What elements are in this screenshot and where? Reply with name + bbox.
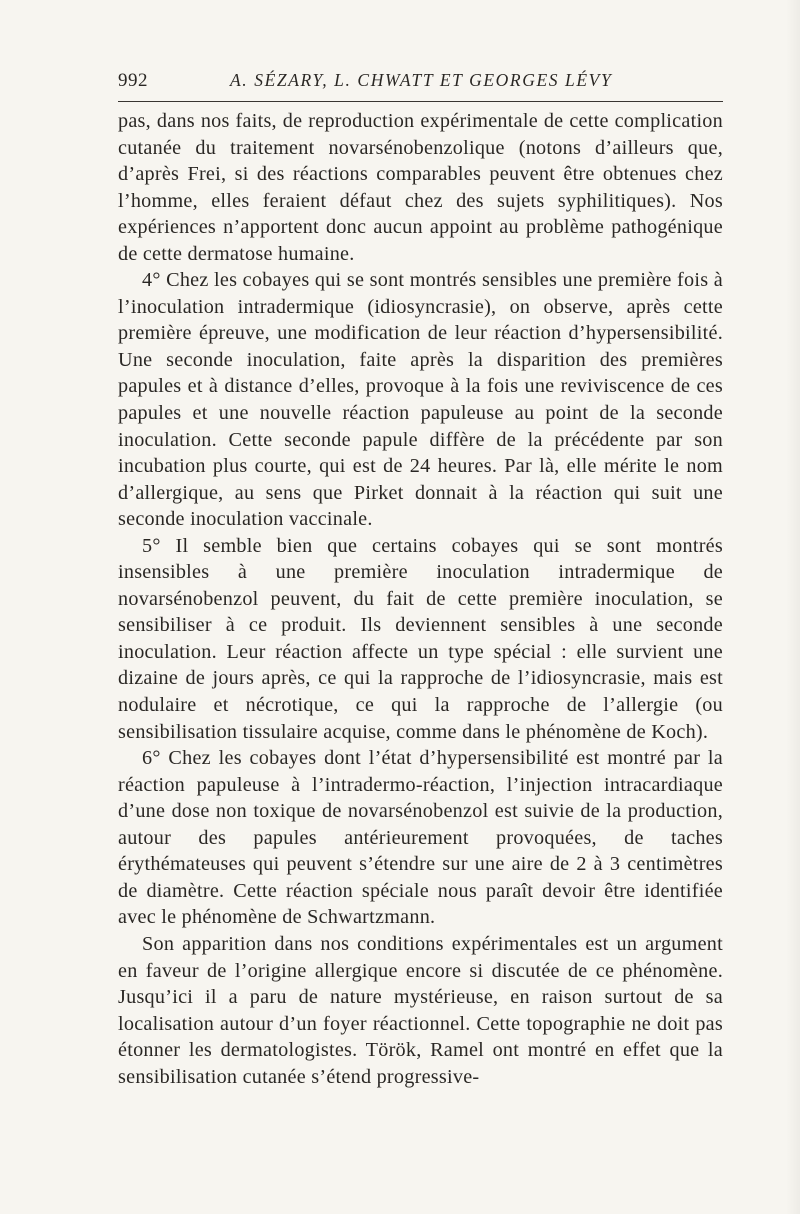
paragraph-point-5: 5° Il semble bien que certains cobayes qui se sont montrés insensibles à une première inoculation intradermique de novarsénobenzol peuvent, du fait de cette première inoculation, se sensibiliser à ce produit. Ils deviennent sensibles à une seconde inoculation. Leur réaction affecte un type spécial : elle survient une dizaine de jours après, ce qui la rapproche de l’idiosyncrasie, mais est nodulaire et nécrotique, ce qui la rapproche de l’allergie (ou sensibilisation tissulaire acquise, comme dans le phénomène de Koch).	[118, 534, 723, 743]
paragraph-point-6: 6° Chez les cobayes dont l’état d’hypersensibilité est montré par la réaction papuleuse à l’intradermo-réaction, l’injection intracardiaque d’une dose non toxique de novarsénobenzol est suivie de la production, autour des papules antérieurement provoquées, de taches érythémateuses qui peuvent s’étendre sur une aire de 2 à 3 centimètres de diamètre. Cette réaction spéciale nous paraît devoir être identifiée avec le phénomène de Schwartzmann.	[118, 747, 723, 929]
paragraph-continuation: pas, dans nos faits, de reproduction expérimentale de cette complication cutanée du traitement novarsénobenzolique (notons d’ailleurs que, d’après Frei, si des réactions comparables peuvent être obtenues chez l’homme, elles feraient défaut chez des sujets syphilitiques). Nos expériences n’apportent donc aucun appoint au problème pathogénique de cette dermatose humaine.	[118, 110, 723, 265]
body-text	[118, 108, 723, 1090]
page-number: 992	[118, 70, 148, 91]
paragraph-discussion: Son apparition dans nos conditions expérimentales est un argument en faveur de l’origine allergique encore si discutée de ce phénomène. Jusqu’ici il a paru de nature mystérieuse, en raison surtout de sa localisation autour d’un foyer réactionnel. Cette topographie ne doit pas étonner les dermatologistes. Török, Ramel ont montré en effet que la sensibilisation cutanée s’étend progressive-	[118, 932, 723, 1088]
page-header	[118, 66, 723, 96]
header-rule	[118, 101, 723, 102]
page-edge-shade	[786, 0, 800, 1214]
running-head: A. SÉZARY, L. CHWATT ET GEORGES LÉVY	[230, 70, 613, 90]
paragraph-point-4: 4° Chez les cobayes qui se sont montrés sensibles une première fois à l’inoculation intradermique (idiosyncrasie), on observe, après cette première épreuve, une modification de leur réaction d’hypersensibilité. Une seconde inoculation, faite après la disparition des premières papules et à distance d’elles, provoque à la fois une reviviscence de ces papules et une nouvelle réaction papuleuse au point de la seconde inoculation. Cette seconde papule diffère de la précédente par son incubation plus courte, qui est de 24 heures. Par là, elle mérite le nom d’allergique, au sens que Pirket donnait à la réaction qui suit une seconde inoculation vaccinale.	[118, 269, 723, 531]
